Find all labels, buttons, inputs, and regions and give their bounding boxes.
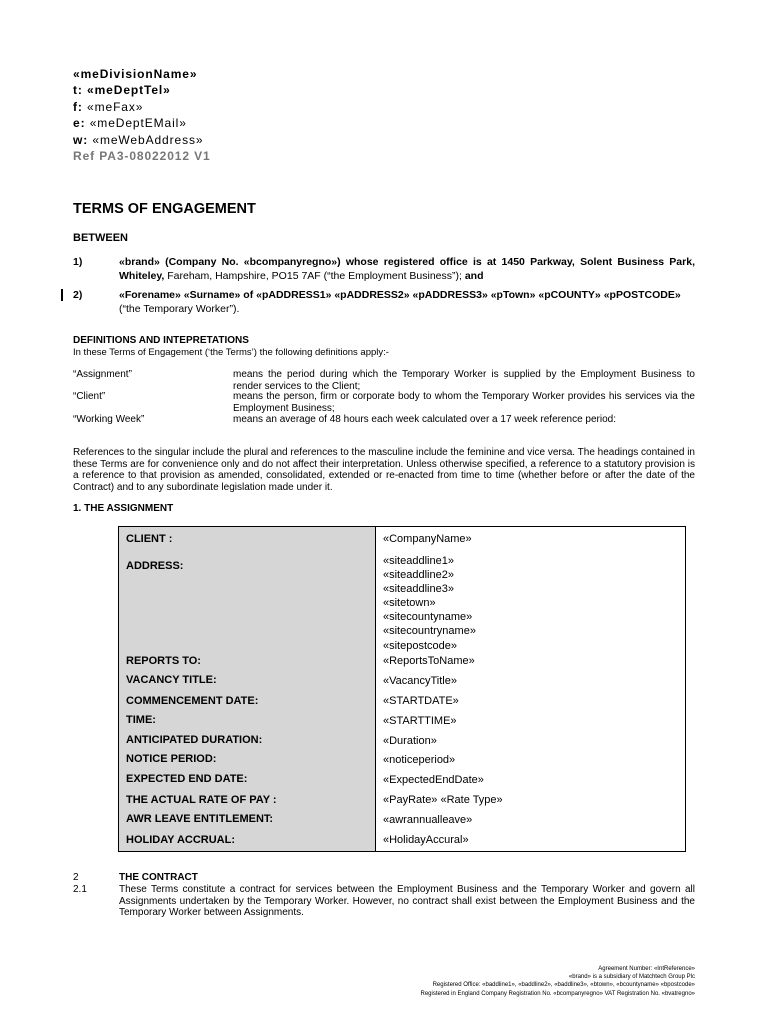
party-bold: «brand» (Company No. «bcompanyregno») whose registered office is at 1450 Parkway, Solent Business Park, Whiteley,: [119, 256, 695, 282]
anticipated-duration-label: ANTICIPATED DURATION:: [126, 734, 263, 746]
page-footer: [421, 965, 696, 998]
division-name: «meDivisionName»: [73, 67, 198, 81]
address-line: «siteaddline3»: [383, 583, 454, 596]
definition-row: [73, 414, 695, 426]
client-value: «CompanyName»: [383, 533, 472, 545]
definition-row: [73, 391, 695, 414]
address-line: «sitetown»: [383, 597, 436, 610]
definition-meaning: means the period during which the Temporary Worker is supplied by the Employment Business to render services to the Client;: [233, 369, 695, 392]
page-title: TERMS OF ENGAGEMENT: [73, 201, 256, 217]
clause-number: 2.1: [73, 884, 87, 895]
party-1: [73, 256, 695, 283]
assignment-table: [118, 526, 686, 852]
between-heading: BETWEEN: [73, 232, 128, 244]
definition-meaning: means an average of 48 hours each week calculated over a 17 week reference period:: [233, 414, 617, 425]
fax-line: [73, 99, 211, 115]
expected-end-date-label: EXPECTED END DATE:: [126, 773, 248, 785]
change-bar: [61, 289, 63, 301]
definition-term: “Client”: [73, 391, 106, 402]
rate-of-pay-label: THE ACTUAL RATE OF PAY :: [126, 794, 277, 806]
tel-value: «meDeptTel»: [87, 83, 171, 98]
client-label: CLIENT :: [126, 533, 173, 545]
section-title: THE CONTRACT: [119, 872, 198, 883]
commencement-date-label: COMMENCEMENT DATE:: [126, 695, 259, 707]
contract-clause: [73, 884, 695, 919]
footer-registration: Registered in England Company Registration No. «bcompanyregno» VAT Registration No. «bvatregno»: [420, 990, 695, 997]
interpretation-paragraph: References to the singular include the plural and references to the masculine include the feminine and vice versa. The headings contained in these Terms are for convenience only and do not affect their interpretation. Unless otherwise specified, a reference to a statutory provision is a reference to that provision as amended, consolidated, extended or re-enacted from time to time (whether before or after the date of the Contract) and to any subordinate legislation made under it.: [73, 447, 695, 493]
reports-to-value: «ReportsToName»: [383, 655, 475, 667]
time-label: TIME:: [126, 714, 156, 726]
party-number: 2): [73, 289, 83, 301]
email-label: e:: [73, 116, 86, 131]
web-value: «meWebAddress»: [92, 132, 204, 147]
definitions-intro: In these Terms of Engagement (‘the Terms’) the following definitions apply:-: [73, 347, 389, 358]
email-value: «meDeptEMail»: [89, 116, 187, 131]
reference: Ref PA3-08022012 V1: [73, 149, 211, 164]
definition-term: “Working Week”: [73, 414, 145, 425]
notice-period-value: «noticeperiod»: [383, 754, 456, 766]
email-line: [73, 115, 211, 131]
address-label: ADDRESS:: [126, 560, 184, 572]
vacancy-title-value: «VacancyTitle»: [383, 675, 457, 687]
fax-value: «meFax»: [87, 99, 144, 114]
definition-term: “Assignment”: [73, 369, 132, 380]
assignment-heading: 1. THE ASSIGNMENT: [73, 503, 174, 514]
holiday-accrual-value: «HolidayAccural»: [383, 834, 469, 846]
party-text: [119, 256, 695, 283]
party-number: 1): [73, 256, 83, 268]
address-line: «sitepostcode»: [383, 639, 457, 652]
reports-to-label: REPORTS TO:: [126, 655, 201, 667]
time-value: «STARTTIME»: [383, 715, 457, 727]
notice-period-label: NOTICE PERIOD:: [126, 753, 217, 765]
address-line: «siteaddline1»: [383, 555, 454, 567]
section-number: 2: [73, 872, 79, 883]
awr-leave-value: «awrannualleave»: [383, 814, 473, 826]
tel-line: [73, 82, 211, 98]
party-normal: Fareham, Hampshire, PO15 7AF (“the Employment Business”);: [164, 269, 462, 282]
footer-agreement: Agreement Number: «IntReference»: [598, 966, 695, 972]
footer-registered-office: Registered Office: «baddline1», «baddline2», «baddline3», «btown», «bcountyname» «bpostcode»: [432, 982, 695, 989]
footer-subsidiary: «brand» is a subsidiary of Matchtech Group Plc: [568, 974, 695, 981]
address-value: [383, 554, 476, 653]
party-2: [73, 289, 695, 316]
tel-label: t:: [73, 83, 83, 98]
definitions-heading: DEFINITIONS AND INTEPRETATIONS: [73, 335, 249, 346]
rate-of-pay-value: «PayRate» «Rate Type»: [383, 794, 503, 806]
commencement-date-value: «STARTDATE»: [383, 695, 459, 707]
anticipated-duration-value: «Duration»: [383, 735, 437, 747]
definition-meaning: means the person, firm or corporate body to whom the Temporary Worker provides his services via the Employment Business;: [233, 391, 695, 414]
definition-row: [73, 369, 695, 392]
clause-text: These Terms constitute a contract for services between the Employment Business and the Temporary Worker and govern all Assignments undertaken by the Temporary Worker. However, no contract shall exist between the Employment Business and the Temporary Worker between Assignments.: [119, 884, 695, 919]
expected-end-date-value: «ExpectedEndDate»: [383, 774, 484, 786]
party-bold: «Forename» «Surname» of «pADDRESS1» «pADDRESS2» «pADDRESS3» «pTown» «pCOUNTY» «pPOSTCODE»: [119, 289, 681, 301]
address-line: «sitecountryname»: [383, 625, 476, 638]
awr-leave-label: AWR LEAVE ENTITLEMENT:: [126, 813, 274, 825]
address-line: «siteaddline2»: [383, 569, 454, 582]
web-label: w:: [73, 132, 89, 147]
holiday-accrual-label: HOLIDAY ACCRUAL:: [126, 834, 235, 846]
address-line: «sitecountyname»: [383, 611, 473, 624]
party-text: [119, 289, 695, 316]
party-tail: and: [461, 269, 484, 282]
letterhead: [73, 66, 211, 164]
web-line: [73, 132, 211, 148]
vacancy-title-label: VACANCY TITLE:: [126, 674, 217, 686]
fax-label: f:: [73, 99, 83, 114]
party-normal: (“the Temporary Worker”).: [119, 302, 240, 315]
